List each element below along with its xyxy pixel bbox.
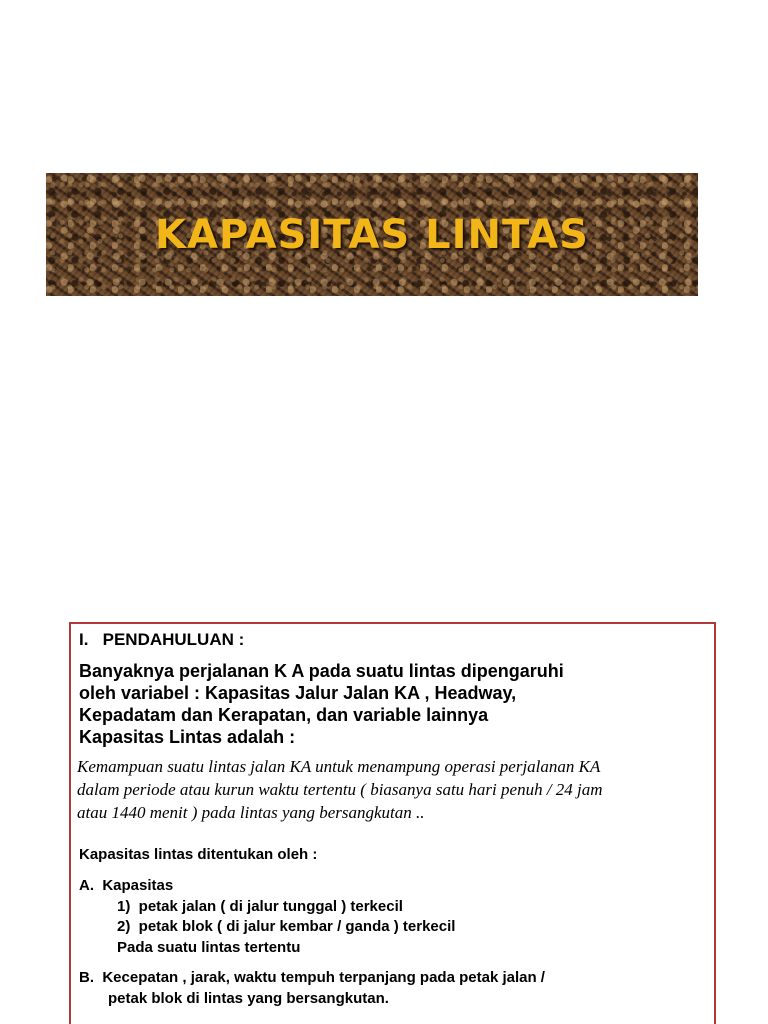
definition-line: Kemampuan suatu lintas jalan KA untuk menampung operasi perjalanan KA [77, 757, 601, 776]
definition-paragraph [77, 755, 707, 824]
list-item-b-continuation: petak blok di lintas yang bersangkutan. [108, 989, 389, 1007]
content-box [69, 622, 716, 1024]
list-subitem: 1) petak jalan ( di jalur tunggal ) terkecil [117, 897, 403, 915]
intro-paragraph [79, 660, 709, 748]
definition-line: dalam periode atau kurun waktu tertentu ( biasanya satu hari penuh / 24 jam [77, 780, 603, 799]
list-subitem: 2) petak blok ( di jalur kembar / ganda ) terkecil [117, 918, 456, 935]
definition-line: atau 1440 menit ) pada lintas yang bersangkutan .. [77, 803, 425, 822]
list-spacer [79, 958, 714, 968]
intro-line: Kapasitas Lintas adalah : [79, 727, 296, 747]
list-item-b: B. Kecepatan , jarak, waktu tempuh terpanjang pada petak jalan / [79, 969, 545, 986]
determined-by-label: Kapasitas lintas ditentukan oleh : [79, 846, 318, 863]
factor-list [79, 876, 714, 1009]
page-title: KAPASITAS LINTAS [155, 211, 589, 258]
section-heading: I. PENDAHULUAN : [79, 630, 245, 649]
intro-line: Banyaknya perjalanan K A pada suatu lintas dipengaruhi [79, 661, 564, 681]
title-banner [46, 173, 698, 296]
intro-line: Kepadatam dan Kerapatan, dan variable lainnya [79, 705, 489, 725]
intro-line: oleh variabel : Kapasitas Jalur Jalan KA , Headway, [79, 683, 517, 703]
list-item-a-note: Pada suatu lintas tertentu [117, 938, 301, 956]
list-item-a: A. Kapasitas [79, 877, 174, 894]
